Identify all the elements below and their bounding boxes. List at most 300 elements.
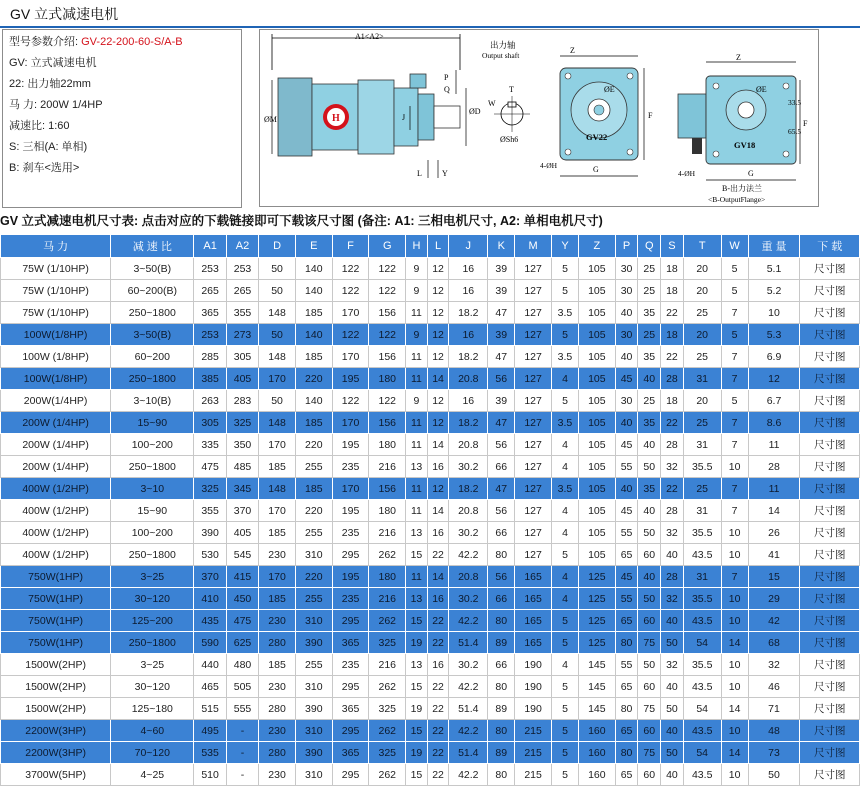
table-cell: 32: [748, 654, 800, 676]
table-cell: 180: [369, 500, 406, 522]
column-header: D: [259, 235, 296, 258]
column-header: Q: [638, 235, 661, 258]
column-header: 重 量: [748, 235, 800, 258]
download-link[interactable]: 尺寸图: [800, 742, 860, 764]
column-header: P: [615, 235, 638, 258]
table-cell: 7: [721, 434, 748, 456]
table-cell: 273: [226, 324, 258, 346]
download-link[interactable]: 尺寸图: [800, 522, 860, 544]
table-cell: 15~90: [111, 412, 194, 434]
label-d: ØD: [469, 107, 481, 116]
table-cell: 12: [748, 368, 800, 390]
table-cell: 545: [226, 544, 258, 566]
table-cell: 50: [661, 632, 684, 654]
table-cell: 185: [295, 346, 332, 368]
table-cell: 28: [661, 566, 684, 588]
table-cell: 22: [427, 676, 449, 698]
table-cell: 20: [683, 390, 721, 412]
table-cell: 31: [683, 434, 721, 456]
table-cell: 3~25: [111, 654, 194, 676]
table-row: [1, 654, 860, 676]
table-cell: 20: [683, 280, 721, 302]
table-cell: 47: [488, 302, 515, 324]
table-cell: 170: [332, 302, 369, 324]
table-cell: 65: [615, 764, 638, 786]
table-cell: 30: [615, 324, 638, 346]
table-cell: 18.2: [449, 478, 488, 500]
download-link[interactable]: 尺寸图: [800, 588, 860, 610]
table-cell: 42.2: [449, 676, 488, 698]
table-cell: 75W (1/10HP): [1, 258, 111, 280]
table-cell: 170: [259, 566, 296, 588]
table-cell: 335: [194, 434, 226, 456]
table-cell: 263: [194, 390, 226, 412]
table-cell: 100~200: [111, 434, 194, 456]
table-cell: 200W (1/4HP): [1, 434, 111, 456]
table-cell: 12: [427, 324, 449, 346]
table-cell: 105: [578, 456, 615, 478]
table-cell: 45: [615, 500, 638, 522]
table-cell: 14: [748, 500, 800, 522]
table-cell: 122: [369, 280, 406, 302]
table-cell: -: [226, 764, 258, 786]
table-cell: 253: [226, 258, 258, 280]
table-cell: 50: [638, 654, 661, 676]
flange-caption-cn: B-出力法兰: [722, 184, 762, 193]
table-cell: 230: [259, 676, 296, 698]
table-cell: 170: [332, 478, 369, 500]
table-cell: 5: [551, 280, 578, 302]
table-cell: 73: [748, 742, 800, 764]
table-cell: 20.8: [449, 500, 488, 522]
label-f-gv18: F: [803, 119, 808, 128]
table-cell: 100W (1/8HP): [1, 346, 111, 368]
table-cell: 15: [406, 764, 428, 786]
table-cell: 35: [638, 302, 661, 324]
table-cell: 180: [369, 434, 406, 456]
column-header: Z: [578, 235, 615, 258]
table-cell: 45: [615, 434, 638, 456]
table-cell: 16: [449, 258, 488, 280]
table-cell: 216: [369, 588, 406, 610]
table-cell: 43.5: [683, 544, 721, 566]
table-cell: 3.5: [551, 478, 578, 500]
table-cell: 40: [615, 412, 638, 434]
table-cell: 68: [748, 632, 800, 654]
label-j: J: [402, 113, 406, 122]
table-cell: 75: [638, 632, 661, 654]
column-header: S: [661, 235, 684, 258]
table-cell: 75W (1/10HP): [1, 302, 111, 324]
table-cell: 22: [427, 610, 449, 632]
table-cell: 295: [332, 720, 369, 742]
table-cell: 12: [427, 412, 449, 434]
table-cell: 50: [259, 324, 296, 346]
download-link[interactable]: 尺寸图: [800, 698, 860, 720]
table-cell: 80: [488, 544, 515, 566]
table-cell: 40: [615, 478, 638, 500]
table-cell: 220: [295, 368, 332, 390]
table-cell: 4: [551, 654, 578, 676]
download-link[interactable]: 尺寸图: [800, 390, 860, 412]
table-cell: 195: [332, 368, 369, 390]
drawing-svg: [260, 30, 818, 206]
table-cell: 200W(1/4HP): [1, 390, 111, 412]
table-cell: 127: [515, 522, 552, 544]
table-cell: 400W (1/2HP): [1, 500, 111, 522]
table-cell: 7: [721, 346, 748, 368]
table-cell: 60~200: [111, 346, 194, 368]
table-cell: 122: [332, 390, 369, 412]
table-cell: 46: [748, 676, 800, 698]
table-cell: 40: [661, 544, 684, 566]
table-row: [1, 390, 860, 412]
table-cell: 20: [683, 258, 721, 280]
table-cell: 7: [721, 478, 748, 500]
table-cell: 185: [259, 588, 296, 610]
table-cell: 10: [721, 676, 748, 698]
table-cell: 250~1800: [111, 632, 194, 654]
table-row: [1, 522, 860, 544]
table-cell: 5: [551, 390, 578, 412]
table-row: [1, 324, 860, 346]
shaft-section: [494, 96, 530, 132]
table-cell: 43.5: [683, 720, 721, 742]
table-cell: 410: [194, 588, 226, 610]
download-link[interactable]: 尺寸图: [800, 764, 860, 786]
table-cell: 5: [551, 258, 578, 280]
table-cell: 148: [259, 346, 296, 368]
table-cell: 3~10: [111, 478, 194, 500]
table-cell: 165: [515, 610, 552, 632]
table-cell: 250~1800: [111, 302, 194, 324]
table-cell: 750W(1HP): [1, 588, 111, 610]
table-cell: 156: [369, 346, 406, 368]
table-cell: 43.5: [683, 676, 721, 698]
table-cell: 510: [194, 764, 226, 786]
table-cell: 66: [488, 522, 515, 544]
info-line-brake: B: 刹车<选用>: [9, 162, 80, 174]
download-link[interactable]: 尺寸图: [800, 654, 860, 676]
info-line-series: GV: 立式减速电机: [9, 57, 97, 69]
table-cell: 39: [488, 390, 515, 412]
column-header: J: [449, 235, 488, 258]
table-cell: 22: [427, 764, 449, 786]
table-cell: 185: [259, 654, 296, 676]
table-cell: 30.2: [449, 654, 488, 676]
table-cell: 215: [515, 720, 552, 742]
table-cell: 127: [515, 368, 552, 390]
table-cell: 30.2: [449, 456, 488, 478]
table-cell: 156: [369, 302, 406, 324]
table-cell: 80: [615, 698, 638, 720]
table-cell: 750W(1HP): [1, 632, 111, 654]
model-value: GV-22-200-60-S/A-B: [81, 36, 183, 48]
table-cell: 22: [661, 478, 684, 500]
table-cell: 12: [427, 280, 449, 302]
table-row: [1, 720, 860, 742]
table-cell: 9: [406, 280, 428, 302]
table-cell: 13: [406, 654, 428, 676]
table-cell: 127: [515, 412, 552, 434]
table-cell: 16: [449, 324, 488, 346]
info-line-phase: S: 三相(A: 单相): [9, 141, 88, 153]
table-cell: 216: [369, 654, 406, 676]
table-cell: 20: [683, 324, 721, 346]
label-z-gv18: Z: [736, 53, 741, 62]
table-cell: 55: [615, 522, 638, 544]
table-cell: 75: [638, 742, 661, 764]
download-link[interactable]: 尺寸图: [800, 302, 860, 324]
download-link[interactable]: 尺寸图: [800, 632, 860, 654]
table-cell: 156: [369, 412, 406, 434]
table-cell: 253: [194, 324, 226, 346]
table-row: [1, 478, 860, 500]
table-cell: 32: [661, 456, 684, 478]
table-cell: 3~50(B): [111, 324, 194, 346]
column-header: W: [721, 235, 748, 258]
table-cell: 47: [488, 412, 515, 434]
table-cell: 22: [427, 698, 449, 720]
table-cell: 10: [721, 654, 748, 676]
table-cell: 310: [295, 720, 332, 742]
table-cell: 5: [721, 280, 748, 302]
table-cell: 70~120: [111, 742, 194, 764]
table-cell: 40: [638, 368, 661, 390]
table-cell: 370: [226, 500, 258, 522]
table-cell: 235: [332, 588, 369, 610]
table-cell: 122: [332, 258, 369, 280]
table-cell: 190: [515, 698, 552, 720]
info-line-power: 马 力: 200W 1/4HP: [9, 99, 103, 111]
table-cell: 105: [578, 544, 615, 566]
dimension-table: [0, 234, 860, 786]
table-cell: 25: [638, 280, 661, 302]
table-cell: 265: [194, 280, 226, 302]
table-cell: 400W (1/2HP): [1, 544, 111, 566]
table-cell: 505: [226, 676, 258, 698]
column-header: A2: [226, 235, 258, 258]
table-cell: 13: [406, 456, 428, 478]
table-cell: 250~1800: [111, 368, 194, 390]
table-cell: 26: [748, 522, 800, 544]
table-cell: 8.6: [748, 412, 800, 434]
table-cell: 22: [661, 302, 684, 324]
table-cell: 122: [369, 324, 406, 346]
table-cell: 148: [259, 478, 296, 500]
table-cell: 625: [226, 632, 258, 654]
download-link[interactable]: 尺寸图: [800, 346, 860, 368]
table-cell: 40: [615, 302, 638, 324]
table-cell: 11: [406, 302, 428, 324]
table-cell: 185: [295, 302, 332, 324]
table-cell: 43.5: [683, 610, 721, 632]
table-cell: 25: [683, 302, 721, 324]
table-cell: 5: [551, 324, 578, 346]
table-cell: 28: [661, 368, 684, 390]
table-cell: 105: [578, 346, 615, 368]
table-row: [1, 456, 860, 478]
table-cell: 105: [578, 302, 615, 324]
table-cell: 66: [488, 456, 515, 478]
table-cell: 5.2: [748, 280, 800, 302]
table-cell: 5: [551, 632, 578, 654]
page-title: GV 立式减速电机: [10, 6, 119, 22]
table-cell: 220: [295, 434, 332, 456]
table-cell: 13: [406, 522, 428, 544]
table-cell: 105: [578, 368, 615, 390]
table-cell: 35: [638, 412, 661, 434]
table-cell: 253: [194, 258, 226, 280]
download-link[interactable]: 尺寸图: [800, 258, 860, 280]
table-cell: 185: [259, 522, 296, 544]
table-cell: 15~90: [111, 500, 194, 522]
table-cell: 7: [721, 412, 748, 434]
table-cell: 435: [194, 610, 226, 632]
label-g-gv22: G: [593, 165, 599, 174]
table-cell: 89: [488, 698, 515, 720]
column-header: T: [683, 235, 721, 258]
table-cell: 35.5: [683, 588, 721, 610]
download-link[interactable]: 尺寸图: [800, 456, 860, 478]
label-z-gv22: Z: [570, 46, 575, 55]
table-cell: 16: [449, 390, 488, 412]
table-row: [1, 764, 860, 786]
download-link[interactable]: 尺寸图: [800, 280, 860, 302]
table-cell: 140: [295, 258, 332, 280]
download-link[interactable]: 尺寸图: [800, 434, 860, 456]
table-cell: 9: [406, 258, 428, 280]
table-cell: 40: [661, 610, 684, 632]
table-cell: 18.2: [449, 302, 488, 324]
table-cell: 105: [578, 434, 615, 456]
download-link[interactable]: 尺寸图: [800, 412, 860, 434]
label-m: ØM: [264, 115, 277, 124]
label-l: L: [417, 169, 422, 178]
table-cell: 262: [369, 676, 406, 698]
table-cell: 39: [488, 258, 515, 280]
table-cell: 22: [427, 632, 449, 654]
table-cell: 22: [427, 720, 449, 742]
table-cell: 140: [295, 280, 332, 302]
table-cell: 400W (1/2HP): [1, 478, 111, 500]
table-cell: 555: [226, 698, 258, 720]
table-cell: 48: [748, 720, 800, 742]
table-cell: 15: [748, 566, 800, 588]
table-cell: 325: [369, 742, 406, 764]
download-link[interactable]: 尺寸图: [800, 324, 860, 346]
table-cell: 165: [515, 632, 552, 654]
table-cell: 40: [661, 676, 684, 698]
column-header: A1: [194, 235, 226, 258]
model-info-box: [2, 29, 242, 208]
table-cell: 415: [226, 566, 258, 588]
table-cell: 165: [515, 566, 552, 588]
table-cell: 3~50(B): [111, 258, 194, 280]
table-cell: 22: [661, 346, 684, 368]
table-cell: 51.4: [449, 698, 488, 720]
table-cell: 105: [578, 258, 615, 280]
download-link[interactable]: 尺寸图: [800, 676, 860, 698]
table-cell: 28: [661, 434, 684, 456]
table-cell: 11: [406, 500, 428, 522]
table-cell: 305: [226, 346, 258, 368]
table-cell: 350: [226, 434, 258, 456]
table-cell: 10: [721, 544, 748, 566]
column-header: K: [488, 235, 515, 258]
table-cell: 185: [295, 478, 332, 500]
table-cell: 5: [551, 676, 578, 698]
column-header: L: [427, 235, 449, 258]
flange-gv22-label: GV22: [586, 132, 608, 142]
table-cell: 325: [369, 632, 406, 654]
table-body: [1, 258, 860, 786]
download-link[interactable]: 尺寸图: [800, 610, 860, 632]
download-link[interactable]: 尺寸图: [800, 720, 860, 742]
table-cell: 310: [295, 610, 332, 632]
table-cell: 32: [661, 654, 684, 676]
table-cell: 590: [194, 632, 226, 654]
table-cell: 216: [369, 522, 406, 544]
table-cell: 10: [748, 302, 800, 324]
table-row: [1, 676, 860, 698]
output-shaft-en: Output shaft: [482, 51, 520, 60]
table-cell: 195: [332, 434, 369, 456]
label-e-gv18: ØE: [756, 85, 767, 94]
table-cell: 145: [578, 654, 615, 676]
table-cell: 148: [259, 412, 296, 434]
table-cell: 56: [488, 368, 515, 390]
table-cell: 12: [427, 258, 449, 280]
table-cell: 5.3: [748, 324, 800, 346]
column-header: 减 速 比: [111, 235, 194, 258]
table-cell: 80: [488, 720, 515, 742]
table-cell: 80: [488, 764, 515, 786]
download-link[interactable]: 尺寸图: [800, 478, 860, 500]
table-cell: 185: [259, 456, 296, 478]
table-cell: 56: [488, 566, 515, 588]
table-cell: 4: [551, 368, 578, 390]
download-link[interactable]: 尺寸图: [800, 500, 860, 522]
table-cell: 295: [332, 764, 369, 786]
table-cell: 100~200: [111, 522, 194, 544]
table-cell: 170: [332, 346, 369, 368]
flange-gv18-label: GV18: [734, 140, 756, 150]
table-cell: 230: [259, 610, 296, 632]
table-cell: 50: [748, 764, 800, 786]
table-cell: 55: [615, 456, 638, 478]
download-link[interactable]: 尺寸图: [800, 544, 860, 566]
table-cell: 47: [488, 478, 515, 500]
label-e-gv22: ØE: [604, 85, 615, 94]
table-cell: 6.7: [748, 390, 800, 412]
download-link[interactable]: 尺寸图: [800, 566, 860, 588]
table-cell: 50: [638, 522, 661, 544]
table-cell: 14: [427, 500, 449, 522]
column-header: Y: [551, 235, 578, 258]
table-cell: 22: [427, 742, 449, 764]
table-cell: 39: [488, 324, 515, 346]
table-cell: 16: [427, 522, 449, 544]
table-cell: 156: [369, 478, 406, 500]
download-link[interactable]: 尺寸图: [800, 368, 860, 390]
table-cell: 390: [295, 742, 332, 764]
table-cell: 262: [369, 720, 406, 742]
table-cell: 465: [194, 676, 226, 698]
table-cell: 11: [406, 566, 428, 588]
table-cell: 51.4: [449, 632, 488, 654]
table-cell: 20.8: [449, 368, 488, 390]
